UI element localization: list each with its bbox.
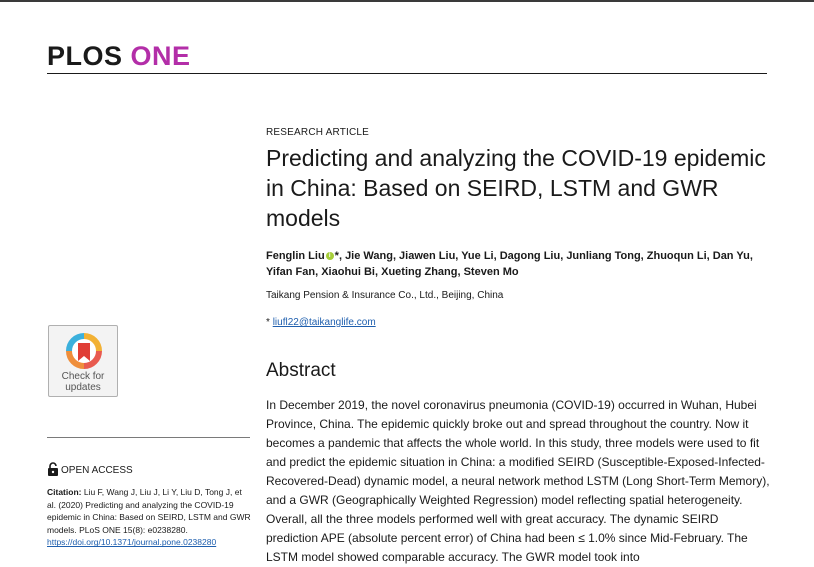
logo-plos: PLOS [47,41,123,71]
citation-text: Liu F, Wang J, Liu J, Li Y, Liu D, Tong J, et al. (2020) Predicting and analyzing the COVID-19 epidemic in China: Based on SEIRD, LSTM and GWR models. PLoS ONE 15(8): e0238280. [47,487,251,535]
other-authors: *, Jie Wang, Jiawen Liu, Yue Li, Dagong Liu, Junliang Tong, Zhuoqun Li, Dan Yu, Yifan Fan, Xiaohui Bi, Xueting Zhang, Steven Mo [266,250,753,278]
citation [47,486,252,549]
header-rule [47,73,767,74]
affiliation: Taikang Pension & Insurance Co., Ltd., Beijing, China [266,290,504,301]
logo-one: ONE [130,41,191,71]
citation-doi-link[interactable]: https://doi.org/10.1371/journal.pone.0238280 [47,537,217,548]
first-author[interactable]: Fenglin Liu [266,250,325,262]
sidebar-rule [47,437,250,438]
abstract-heading: Abstract [266,360,336,381]
open-access-text: OPEN ACCESS [61,465,133,476]
author-list [266,249,766,280]
email-marker: * [266,317,270,328]
orcid-icon[interactable]: i [326,252,334,260]
top-border [0,0,814,2]
citation-label: Citation: [47,487,82,497]
article-title: Predicting and analyzing the COVID-19 epidemic in China: Based on SEIRD, LSTM and GWR models [266,145,766,231]
corresponding-email [266,317,376,328]
check-for-updates-button[interactable] [48,325,118,397]
crossmark-icon [65,332,103,370]
article-type: RESEARCH ARTICLE [266,127,370,138]
journal-logo[interactable] [47,40,191,72]
open-access-label [47,462,133,476]
email-link[interactable]: liufl22@taikanglife.com [272,317,376,328]
abstract-text: In December 2019, the novel coronavirus pneumonia (COVID-19) occurred in Wuhan, Hubei Province, China. The epidemic quickly broke out and spread throughout the country. Now it becomes a pandemic that affects the whole world. In this study, three models were used to fit and predict the epidemic situation in China: a modified SEIRD (Susceptible-Exposed-Infected-Recovered-Dead) dynamic model, a neural network method LSTM (Long Short-Term Memory), and a GWR (Geographically Weighted Regression) model reflecting spatial heterogeneity. Overall, all the three models performed well with great accuracy. The dynamic SEIRD prediction APE (absolute percent error) of China had been ≤ 1.0% since Mid-February. The LSTM model showed comparable accuracy. The GWR model took into [266,398,770,564]
check-for-updates-label: Check for updates [61,371,105,393]
open-lock-icon [47,462,59,476]
